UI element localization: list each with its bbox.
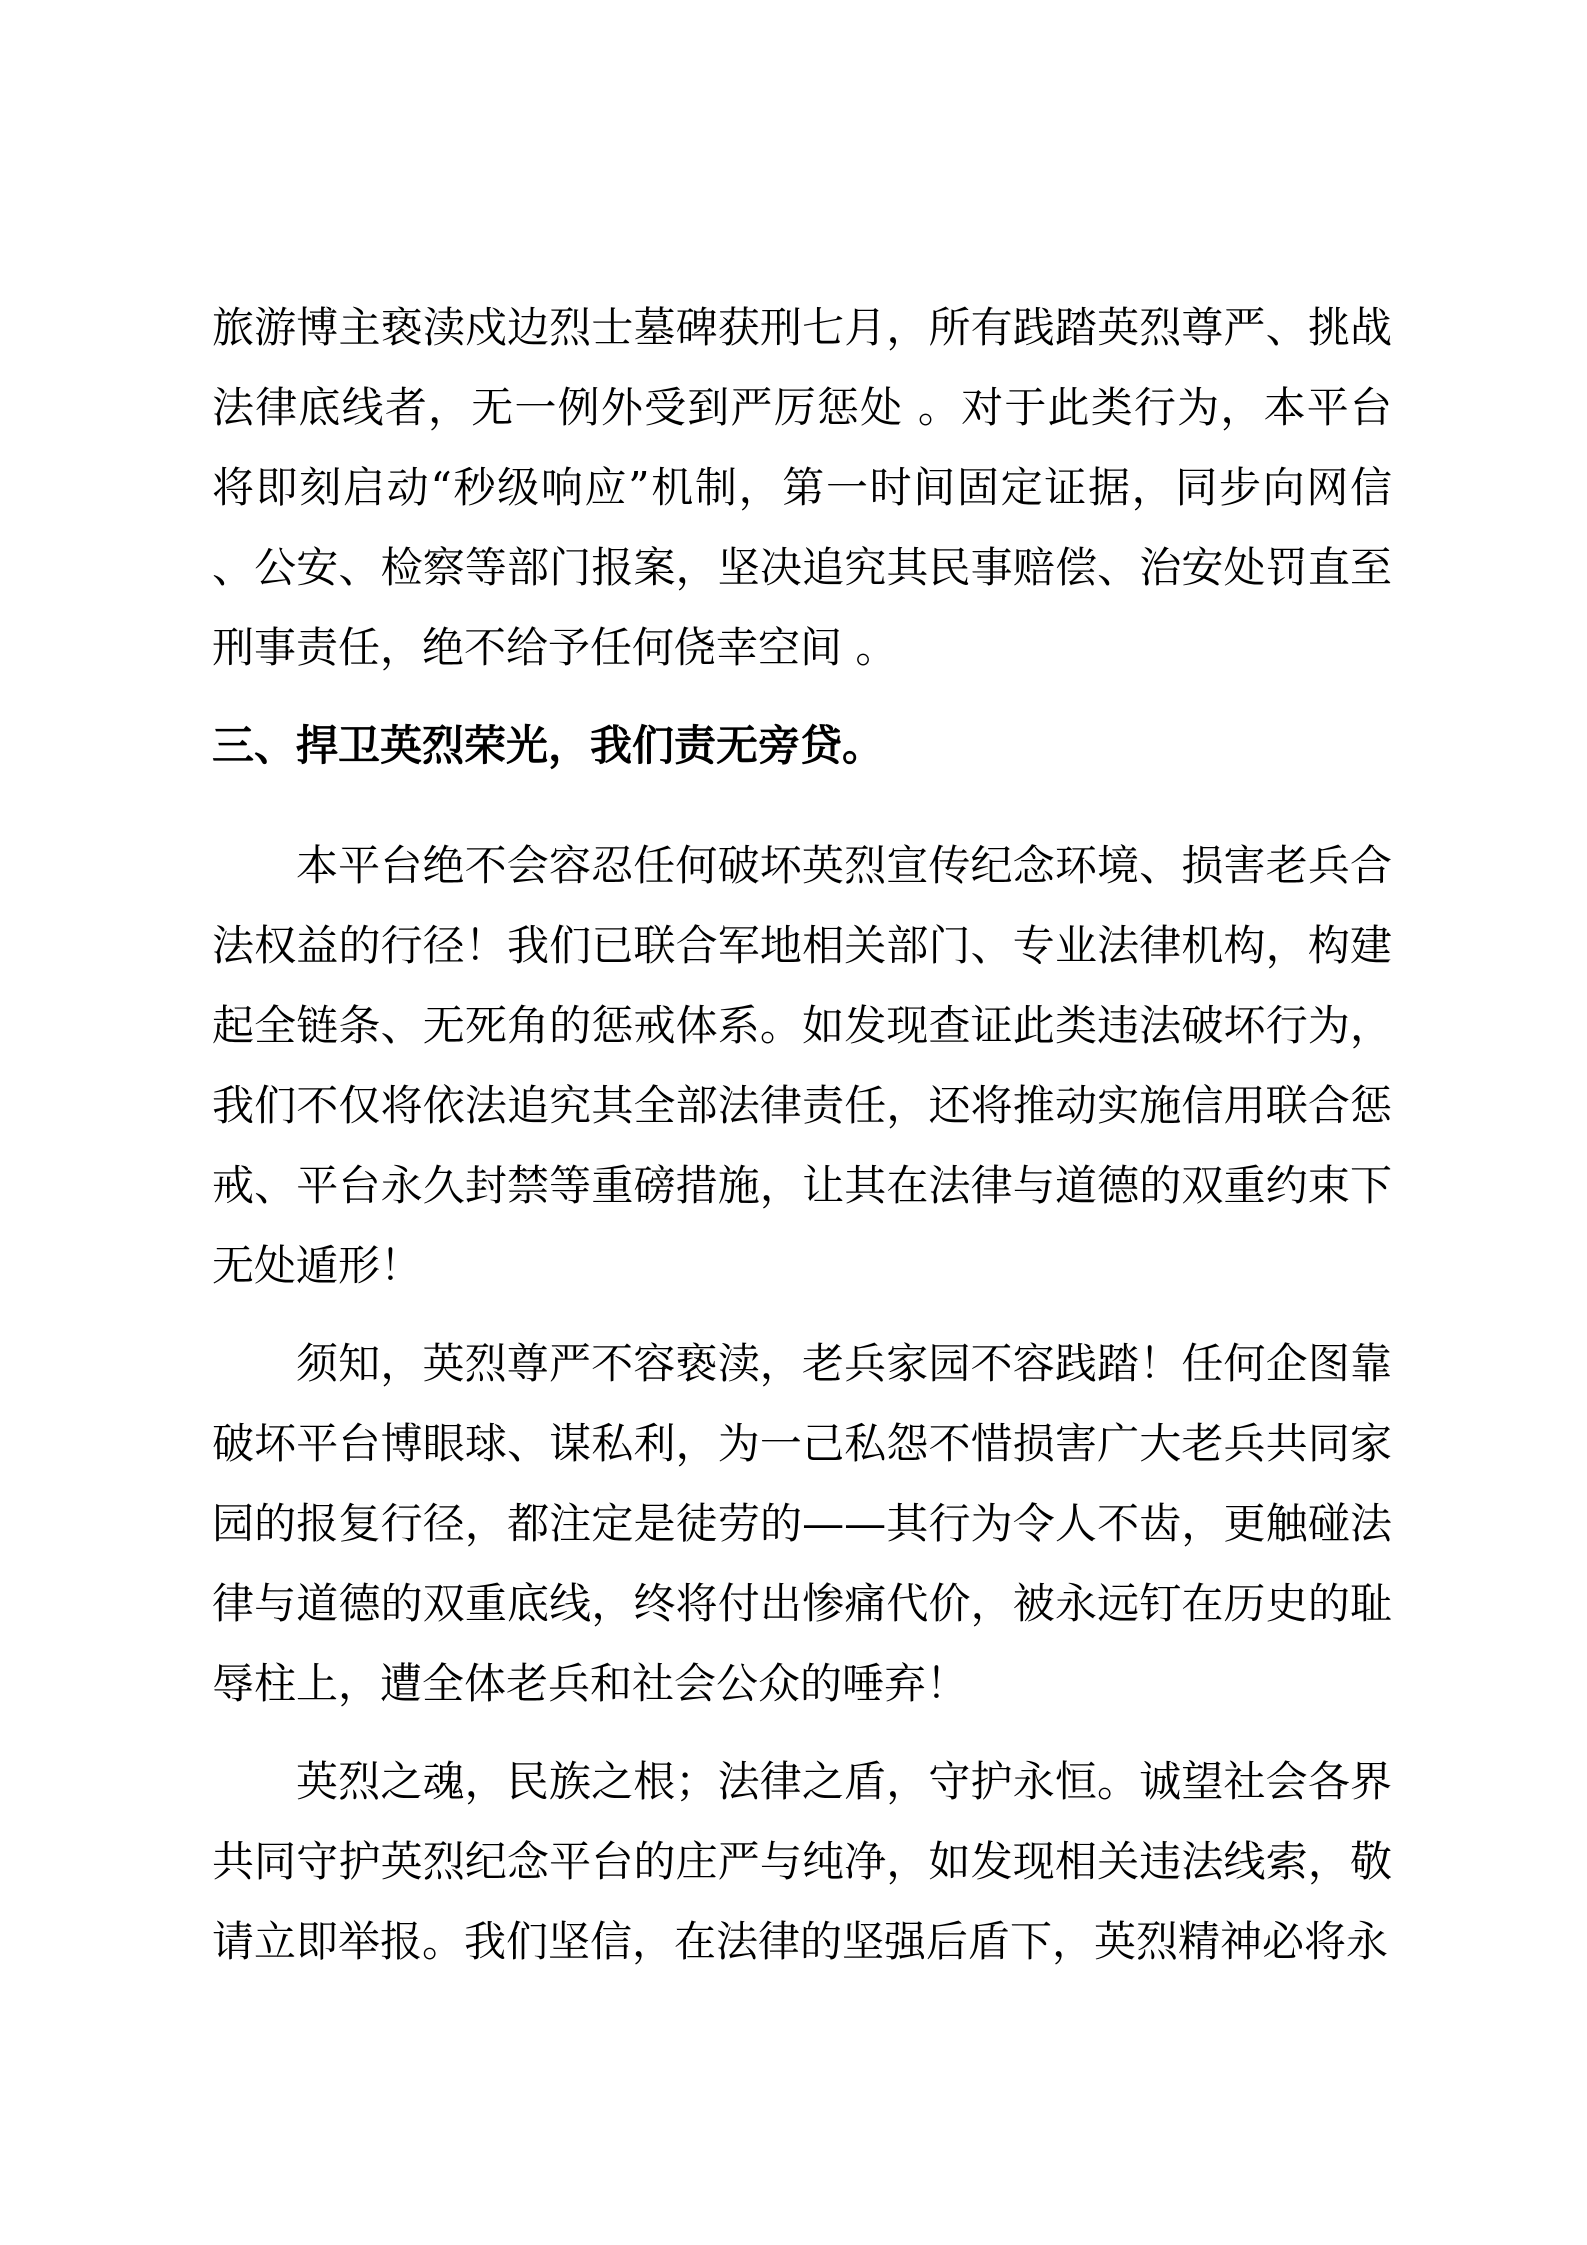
text-line: 须知，英烈尊严不容亵渎，老兵家园不容践踏！任何企图靠 [296,1339,1392,1388]
text-line: 共同守护英烈纪念平台的庄严与纯净，如发现相关违法线索，敬 [212,1837,1392,1886]
text-line: 园的报复行径，都注定是徒劳的——其行为令人不齿，更触碰法 [212,1499,1392,1548]
text-line: 我们不仅将依法追究其全部法律责任，还将推动实施信用联合惩 [212,1081,1392,1130]
text-line: 无处遁形！ [212,1241,423,1290]
text-line: 戒、平台永久封禁等重磅措施，让其在法律与道德的双重约束下 [212,1161,1392,1210]
text-line: 辱柱上，遭全体老兵和社会公众的唾弃！ [212,1659,969,1708]
text-line: 旅游博主亵渎戍边烈士墓碑获刑七月，所有践踏英烈尊严、挑战 [212,303,1392,352]
text-line: 法权益的行径！我们已联合军地相关部门、专业法律机构，构建 [212,921,1392,970]
text-line: 起全链条、无死角的惩戒体系。如发现查证此类违法破坏行为， [212,1001,1392,1050]
paragraph-1 [212,288,1392,688]
text-line: 本平台绝不会容忍任何破坏英烈宣传纪念环境、损害老兵合 [296,841,1392,890]
text-line: 将即刻启动“秒级响应”机制，第一时间固定证据，同步向网信 [212,463,1392,512]
paragraph-3 [212,1324,1392,1724]
text-line: 请立即举报。我们坚信，在法律的坚强后盾下，英烈精神必将永 [212,1917,1389,1966]
section-heading-text: 三、捍卫英烈荣光，我们责无旁贷。 [212,721,885,770]
text-line: 刑事责任，绝不给予任何侥幸空间 。 [212,623,898,672]
document-content [212,288,1392,2000]
paragraph-2 [212,826,1392,1306]
text-line: 、公安、检察等部门报案，坚决追究其民事赔偿、治安处罚直至 [212,543,1392,592]
section-heading [212,706,1392,786]
text-line: 法律底线者，无一例外受到严厉惩处 。对于此类行为，本平台 [212,383,1392,432]
paragraph-4 [212,1742,1392,1982]
text-line: 律与道德的双重底线，终将付出惨痛代价，被永远钉在历史的耻 [212,1579,1392,1628]
text-line: 英烈之魂，民族之根；法律之盾，守护永恒。诚望社会各界 [296,1757,1392,1806]
text-line: 破坏平台博眼球、谋私利，为一己私怨不惜损害广大老兵共同家 [212,1419,1392,1468]
